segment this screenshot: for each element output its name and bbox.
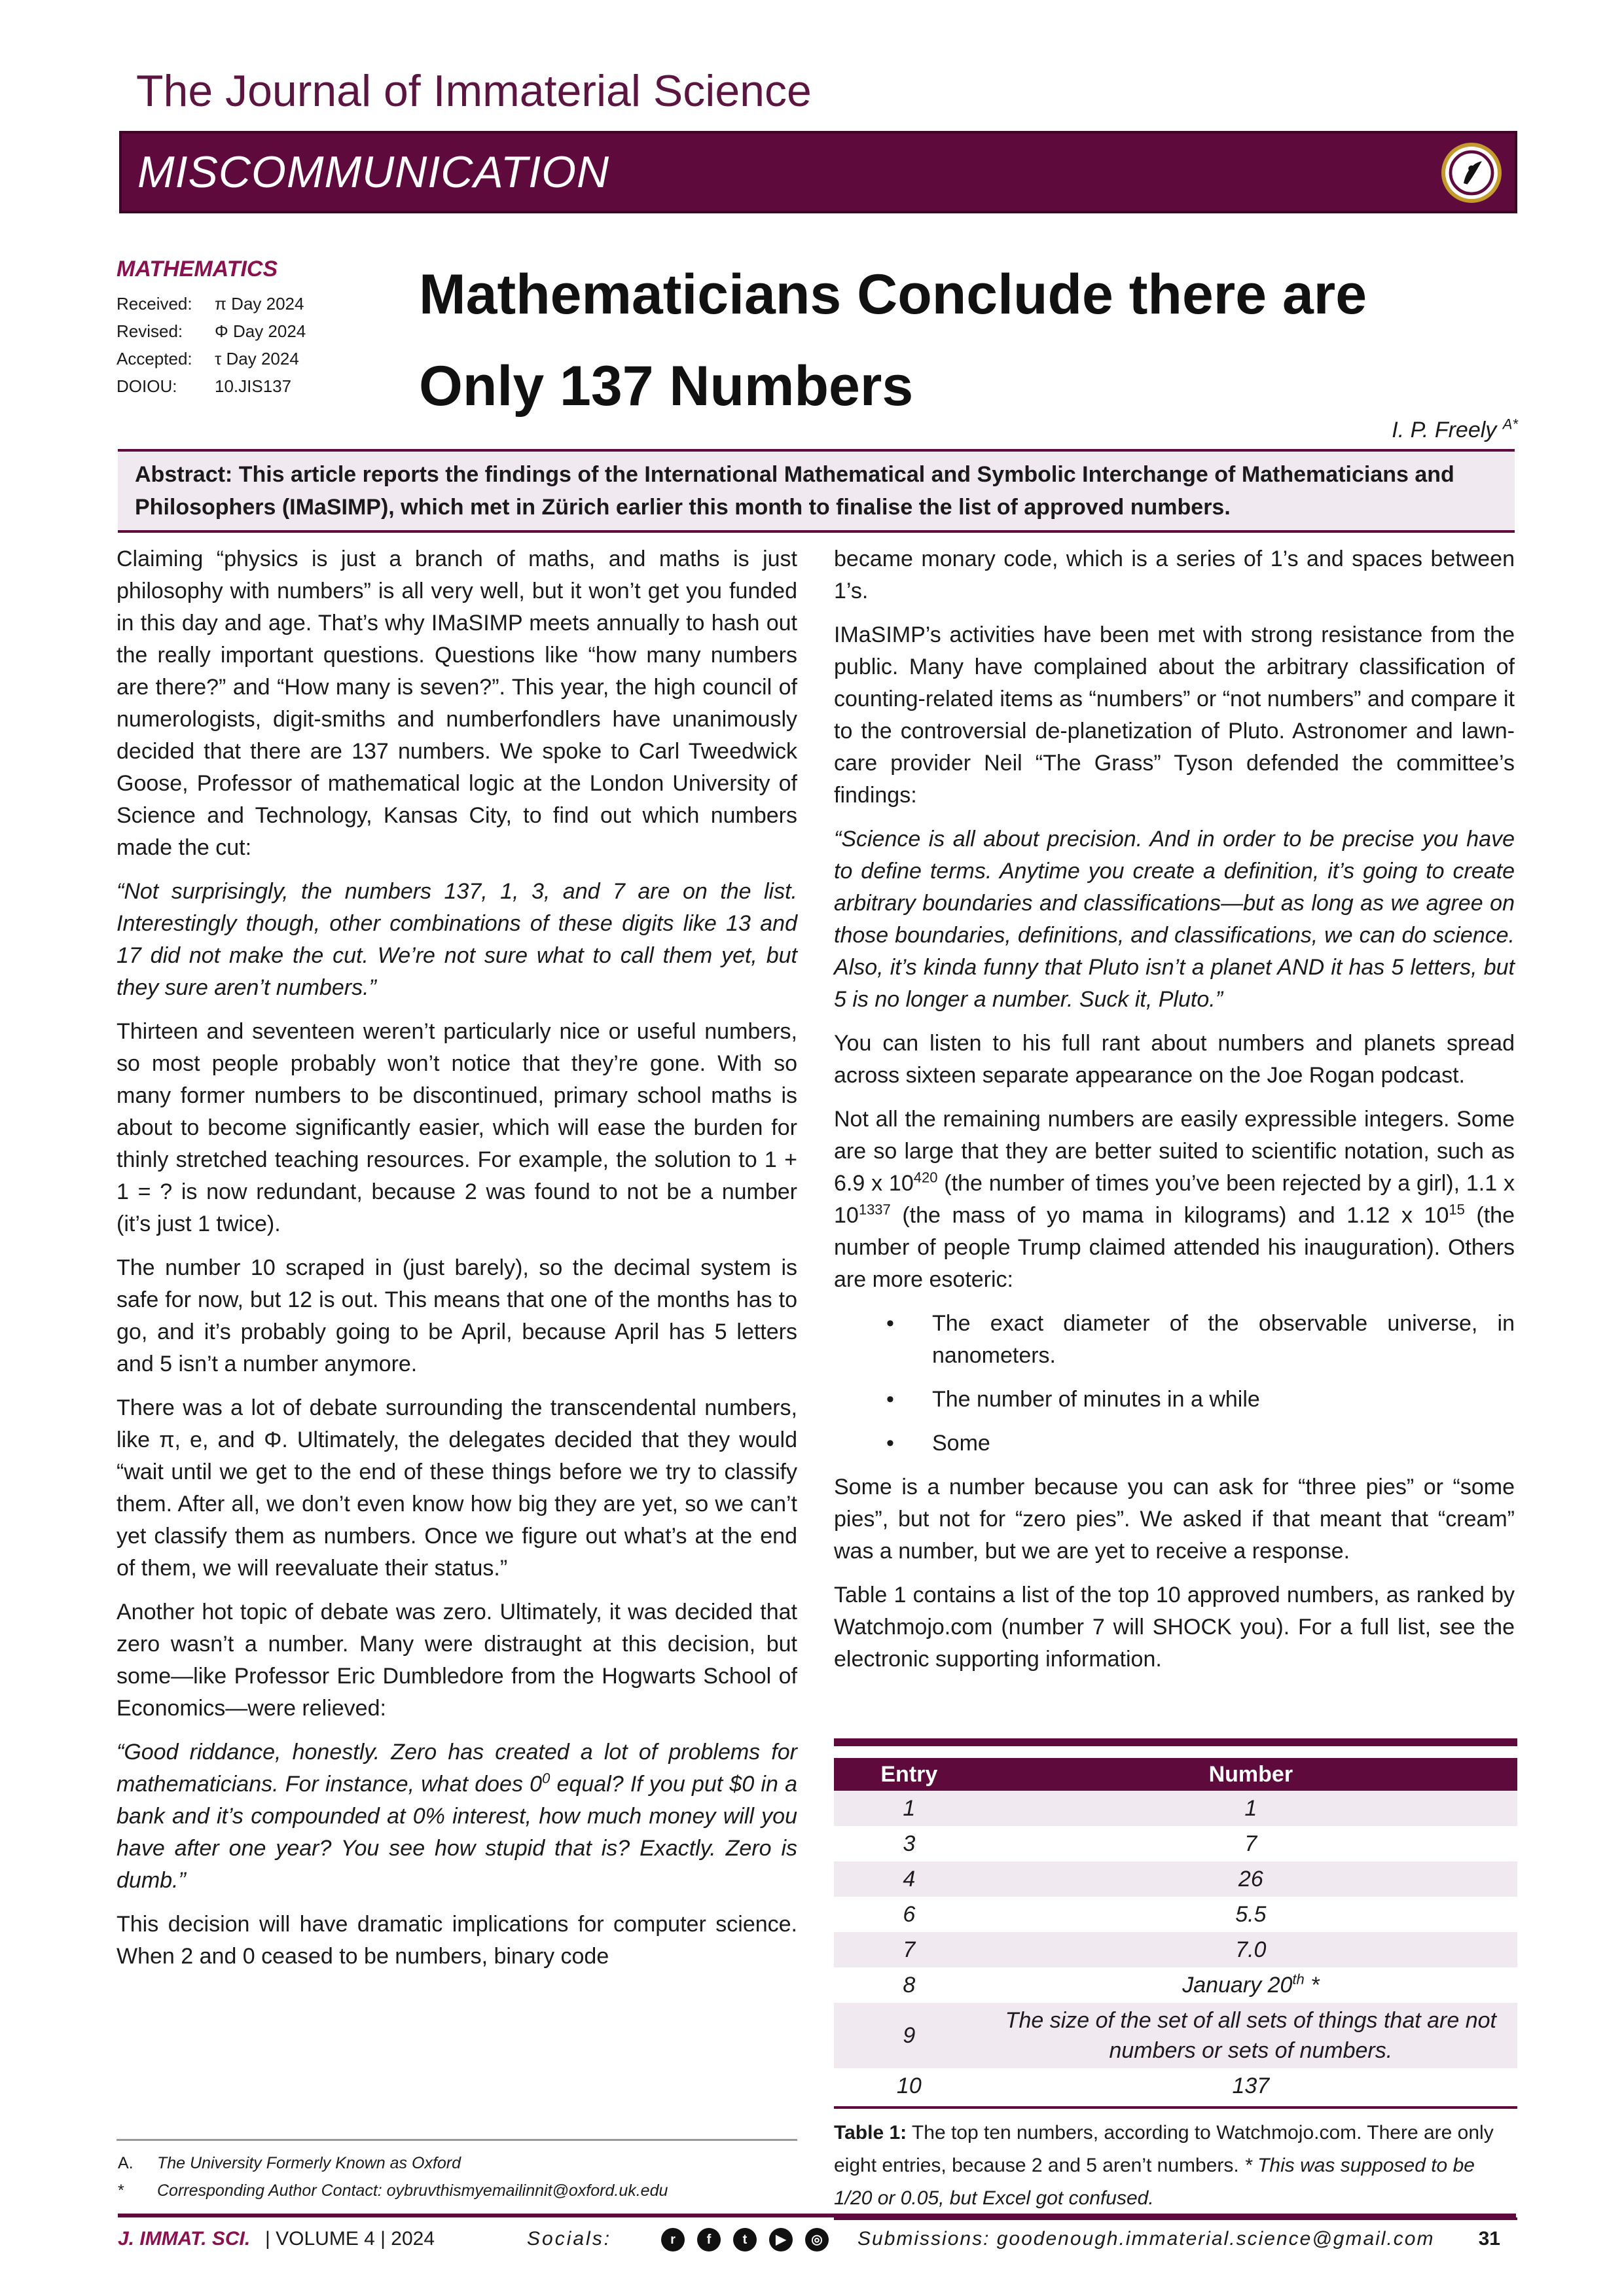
footnote	[118, 2177, 668, 2204]
footnote-mark: A.	[118, 2154, 134, 2172]
meta-row-revised	[117, 317, 306, 345]
cell-number: 7	[1244, 1831, 1257, 1856]
submissions-email[interactable]: Submissions: goodenough.immaterial.science@gmail.com	[857, 2228, 1435, 2250]
cell-number: The size of the set of all sets of things that are not numbers or sets of numbers.	[1005, 2008, 1496, 2063]
quote	[117, 1736, 797, 1897]
paragraph: There was a lot of debate surrounding the transcendental numbers, like π, e, and Φ. Ultimately, the delegates decided that they would “wait until we get to the end of these things before we try to classify them. After all, we don’t even know how big they are yet, so we can’t yet classify them as numbers. Once we figure out what’s at the end of them, we will reevaluate their status.”	[117, 1395, 797, 1581]
table-row	[834, 1826, 1517, 1861]
section-banner	[119, 131, 1517, 213]
instagram-icon[interactable]: ◎	[805, 2228, 829, 2251]
cell-number: 26	[1238, 1867, 1263, 1892]
meta-value: π Day 2024	[215, 294, 304, 314]
meta-label: Received:	[117, 294, 192, 314]
superscript: th	[1292, 1971, 1305, 1988]
author-marks: A*	[1502, 416, 1518, 433]
meta-row-doi	[117, 372, 306, 400]
section-label: MATHEMATICS	[117, 257, 278, 281]
paragraph: Another hot topic of debate was zero. Ultimately, it was decided that zero wasn’t a number. Many were distraught at this decision, but some—like Professor Eric Dumbledore from the Hogwarts School of Economics—were relieved:	[117, 1600, 797, 1721]
column-header-entry: Entry	[880, 1761, 938, 1787]
table-row	[834, 1861, 1517, 1897]
journal-abbreviation: J. IMMAT. SCI.	[118, 2228, 251, 2250]
footnote	[118, 2149, 668, 2177]
cell-entry: 3	[903, 1831, 916, 1856]
numbers-table	[834, 1738, 1517, 2220]
footnote-divider	[117, 2139, 797, 2141]
cell-entry: 10	[896, 2073, 922, 2098]
superscript: 1337	[858, 1201, 891, 1218]
cell-entry: 1	[903, 1796, 916, 1821]
author-line	[1392, 418, 1518, 443]
banner-text: MISCOMMUNICATION	[137, 147, 610, 197]
meta-value: τ Day 2024	[215, 349, 299, 368]
volume-info: | VOLUME 4 | 2024	[265, 2228, 435, 2250]
footnote-text: The University Formerly Known as Oxford	[157, 2154, 461, 2172]
meta-label: DOIOU:	[117, 376, 177, 396]
paragraph: Table 1 contains a list of the top 10 approved numbers, as ranked by Watchmojo.com (number 7 will SHOCK you). For a full list, see the electronic supporting information.	[834, 1583, 1515, 1672]
meta-label: Revised:	[117, 321, 183, 341]
right-column	[834, 543, 1515, 1687]
footnote-mark: *	[118, 2181, 124, 2200]
text: Not all the remaining numbers are easily expressible integers. Some are so large that they are better suited to scientific notation, such as 6.9 x 10	[834, 1107, 1515, 1196]
cell-text: January 20	[1182, 1973, 1293, 1998]
author-name: I. P. Freely	[1392, 418, 1497, 442]
cell-entry: 7	[903, 1937, 916, 1962]
paragraph: Thirteen and seventeen weren’t particularly nice or useful numbers, so most people probably won’t notice that they’re gone. With so many former numbers to be discontinued, primary school maths is about to become significantly easier, which will ease the burden for thinly stretched teaching resources. For example, the solution to 1 + 1 = ? is now redundant, because 2 was found to not be a number (it’s just 1 twice).	[117, 1019, 797, 1236]
paragraph: became monary code, which is a series of 1’s and spaces between 1’s.	[834, 547, 1515, 603]
table-row	[834, 2068, 1517, 2104]
paragraph: This decision will have dramatic implications for computer science. When 2 and 0 ceased to be numbers, binary code	[117, 1912, 797, 1969]
youtube-icon[interactable]: ▶	[769, 2228, 793, 2251]
table-header-row	[834, 1758, 1517, 1791]
reddit-icon[interactable]: r	[661, 2228, 685, 2251]
article-title: Mathematicians Conclude there are Only 137 Numbers	[419, 263, 1367, 418]
meta-value: 10.JIS137	[215, 376, 292, 396]
cell-entry: 6	[903, 1902, 916, 1927]
paragraph: The number 10 scraped in (just barely), so the decimal system is safe for now, but 12 is out. This means that one of the months has to go, and it’s probably going to be April, because April has 5 letters and 5 isn’t a number anymore.	[117, 1255, 797, 1376]
abstract: Abstract: This article reports the findings of the International Mathematical and Symbolic Interchange of Mathematicians and Philosophers (IMaSIMP), which met in Zürich earlier this month to finalise the list of approved numbers.	[118, 449, 1515, 533]
superscript: 0	[542, 1770, 550, 1787]
footnote-text: Corresponding Author Contact: oybruvthismyemailinnit@oxford.uk.edu	[157, 2181, 668, 2200]
journal-logo-icon	[1441, 143, 1502, 203]
quote-text: equal? If you put $0 in a bank and it’s compounded at 0% interest, how much money will you have after one year? You see how stupid that is? Exactly. Zero is dumb.”	[117, 1772, 798, 1893]
table-caption	[834, 2117, 1517, 2220]
table-row	[834, 1967, 1517, 2003]
cell-number	[984, 1967, 1517, 2003]
meta-row-accepted	[117, 345, 306, 372]
bullet-list	[834, 1308, 1515, 1460]
meta-label: Accepted:	[117, 349, 192, 368]
quote: “Science is all about precision. And in order to be precise you have to define terms. Anytime you create a definition, it’s going to create arbitrary boundaries and classifications—but as long as we agree on those boundaries, definitions, and classifications, we can do science. Also, it’s kinda funny that Pluto isn’t a planet AND it has 5 letters, but 5 is no longer a number. Suck it, Pluto.”	[834, 827, 1515, 1012]
page-number: 31	[1478, 2228, 1500, 2250]
caption-note: * This was supposed to be 1/20 or 0.05, but Excel got confused.	[834, 2155, 1475, 2209]
paragraph: You can listen to his full rant about numbers and planets spread across sixteen separate appearance on the Joe Rogan podcast.	[834, 1031, 1515, 1088]
paragraph: Claiming “physics is just a branch of maths, and maths is just philosophy with numbers” is all very well, but it won’t get you funded in this day and age. That’s why IMaSIMP meets annually to hash out the really important questions. Questions like “how many numbers are there?” and “How many is seven?”. This year, the high council of numerologists, digit-smiths and numberfondlers have unanimously decided that there are 137 numbers. We spoke to Carl Tweedwick Goose, Professor of mathematical logic at the London University of Science and Technology, Kansas City, to find out which numbers made the cut:	[117, 547, 797, 860]
table	[834, 1758, 1517, 2104]
cell-entry: 4	[903, 1867, 916, 1892]
quote: “Not surprisingly, the numbers 137, 1, 3, and 7 are on the list. Interestingly though, other combinations of these digits like 13 and 17 did not make the cut. We’re not sure what to call them yet, but they sure aren’t numbers.”	[117, 879, 797, 1000]
cell-number: 5.5	[1235, 1902, 1267, 1927]
text: (the number of people Trump claimed attended his inauguration). Others are more esoteric:	[834, 1203, 1515, 1292]
cell-entry: 9	[903, 2023, 916, 2048]
caption-label: Table 1:	[834, 2122, 907, 2144]
meta-value: Φ Day 2024	[215, 321, 306, 341]
socials-label: Socials:	[527, 2228, 612, 2250]
cell-entry: 8	[903, 1973, 916, 1998]
footer-divider	[118, 2214, 1516, 2217]
left-column	[117, 543, 797, 1984]
column-header-number: Number	[1208, 1761, 1293, 1787]
paragraph	[834, 1103, 1515, 1296]
article-meta	[117, 257, 306, 400]
bullet-item: • The exact diameter of the observable universe, in nanometers.	[834, 1308, 1515, 1372]
table-row	[834, 1897, 1517, 1932]
caption-text: The top ten numbers, according to Watchmojo.com. There are only eight entries, because 2 and 5 aren’t numbers.	[834, 2122, 1494, 2176]
text: (the number of times you’ve been rejected by a girl), 1.1 x 10	[834, 1171, 1515, 1228]
journal-title: The Journal of Immaterial Science	[136, 66, 812, 116]
cell-number: 137	[1232, 2073, 1270, 2098]
cell-suffix: *	[1304, 1973, 1320, 1998]
table-row	[834, 1791, 1517, 1826]
paragraph: IMaSIMP’s activities have been met with strong resistance from the public. Many have complained about the arbitrary classification of counting-related items as “numbers” or “not numbers” and compare it to the controversial de-planetization of Pluto. Astronomer and lawn-care provider Neil “The Grass” Tyson defended the committee’s findings:	[834, 622, 1515, 808]
table-rule	[834, 1738, 1517, 1746]
bullet-item: • The number of minutes in a while	[834, 1384, 1515, 1416]
paragraph: Some is a number because you can ask for “three pies” or “some pies”, but not for “zero pies”. We asked if that meant that “cream” was a number, but we are yet to receive a response.	[834, 1475, 1515, 1564]
page-footer	[118, 2223, 1516, 2255]
cell-number: 1	[1244, 1796, 1257, 1821]
superscript: 420	[913, 1169, 938, 1186]
table-row	[834, 2003, 1517, 2068]
twitter-icon[interactable]: t	[733, 2228, 757, 2251]
text: (the mass of yo mama in kilograms) and 1.12 x 10	[890, 1203, 1449, 1228]
table-row	[834, 1932, 1517, 1967]
quote-text: “Good riddance, honestly. Zero has created a lot of problems for mathematicians. For instance, what does 0	[117, 1740, 797, 1797]
superscript: 15	[1449, 1201, 1465, 1218]
facebook-icon[interactable]: f	[697, 2228, 721, 2251]
cell-number: 7.0	[1235, 1937, 1267, 1962]
meta-row-received	[117, 290, 306, 317]
bullet-item: • Some	[834, 1427, 1515, 1460]
footnotes	[118, 2149, 668, 2204]
table-rule	[834, 2106, 1517, 2109]
